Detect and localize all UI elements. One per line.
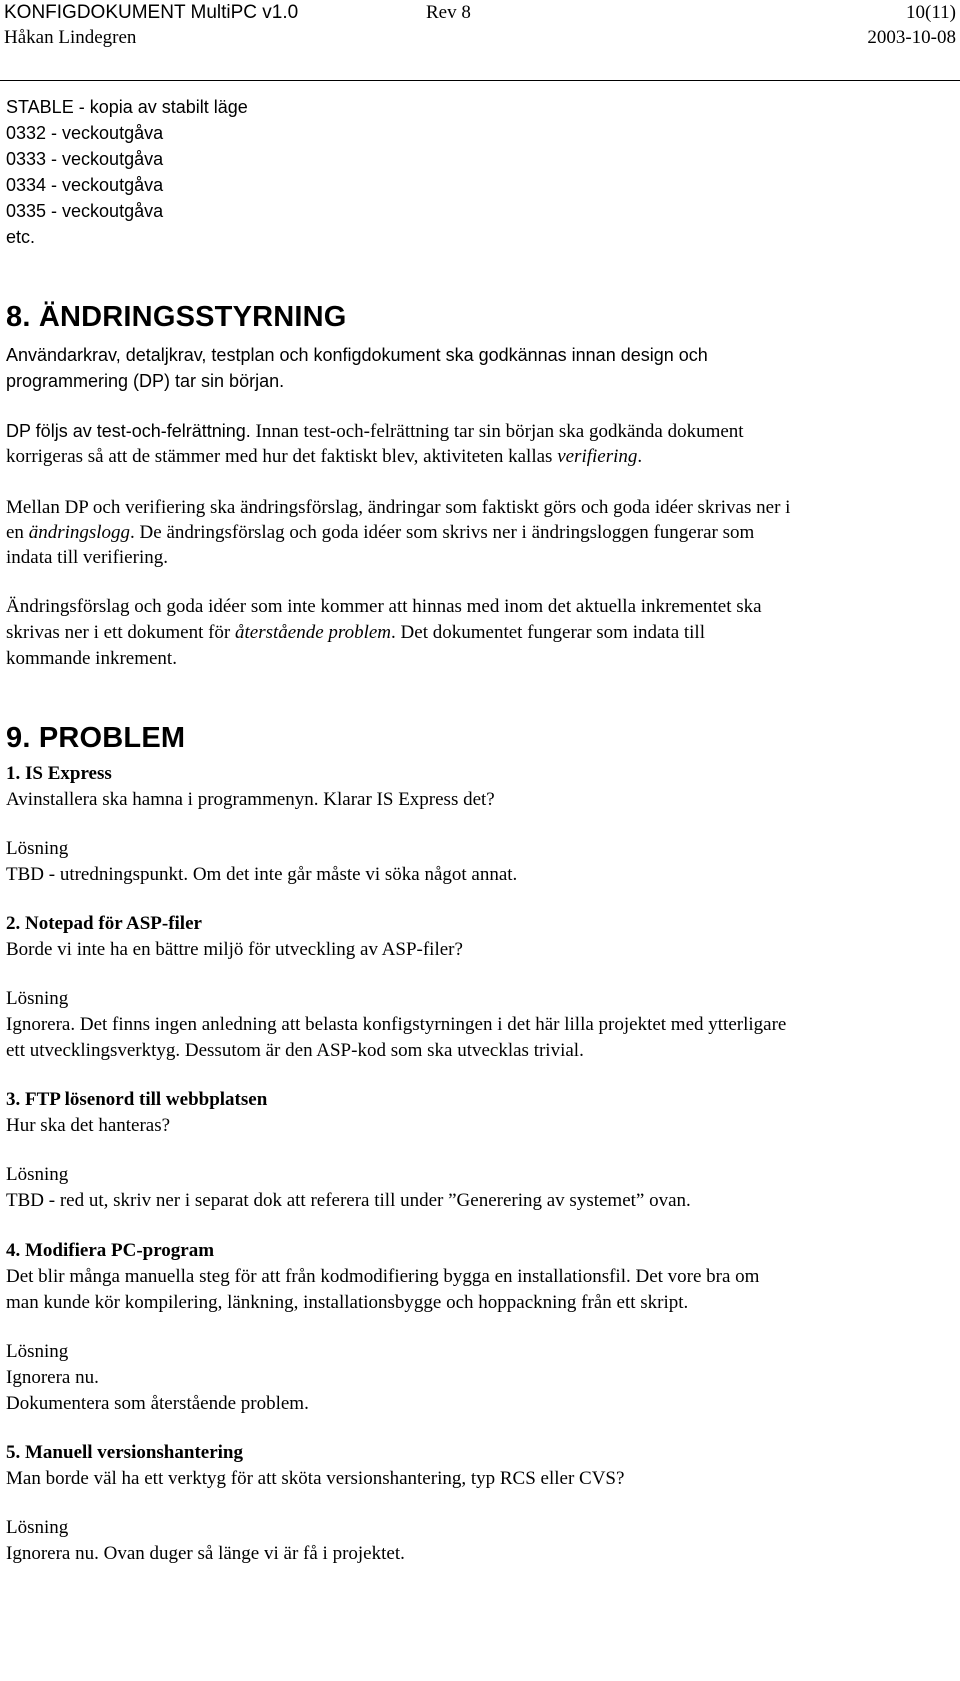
list-item: 0334 - veckoutgåva bbox=[6, 175, 164, 195]
problem-description: Hur ska det hanteras? bbox=[6, 1115, 171, 1136]
list-item: STABLE - kopia av stabilt läge bbox=[6, 97, 248, 117]
paragraph-4-start: skrivas ner i ett dokument för bbox=[6, 622, 236, 643]
problem-description: man kunde kör kompilering, länkning, installationsbygge och hoppackning från ett skript. bbox=[6, 1292, 689, 1313]
problem-title: 2. Notepad för ASP-filer bbox=[6, 913, 202, 934]
term-aterstaende-problem: återstående problem bbox=[235, 622, 392, 643]
section-8-paragraph-1-line-2: programmering (DP) tar sin början. bbox=[6, 371, 285, 391]
solution-text: ett utvecklingsverktyg. Dessutom är den ASP-kod som ska utvecklas trivial. bbox=[6, 1040, 584, 1061]
problem-description: Avinstallera ska hamna i programmenyn. Klarar IS Express det? bbox=[6, 789, 495, 810]
term-andringslogg: ändringslogg bbox=[28, 522, 131, 543]
paragraph-4-rest: . Det dokumentet fungerar som indata till bbox=[391, 622, 705, 643]
paragraph-2-text: korrigeras så att de stämmer med hur det faktiskt blev, aktiviteten kallas bbox=[6, 446, 558, 467]
header-rule bbox=[0, 80, 960, 81]
section-8-paragraph-4-line-3: kommande inkrement. bbox=[6, 648, 177, 669]
problem-title: 1. IS Express bbox=[6, 763, 112, 784]
section-8-paragraph-4-line-1: Ändringsförslag och goda idéer som inte kommer att hinnas med inom det aktuella inkrementet ska bbox=[6, 596, 762, 617]
list-item: 0335 - veckoutgåva bbox=[6, 201, 164, 221]
section-8-paragraph-3-line-1: Mellan DP och verifiering ska ändringsförslag, ändringar som faktiskt görs och goda idéer skrivas ner i bbox=[6, 497, 791, 518]
solution-label: Lösning bbox=[6, 988, 69, 1009]
paragraph-3-rest: . De ändringsförslag och goda idéer som skrivs ner i ändringsloggen fungerar som bbox=[130, 522, 755, 543]
section-8-paragraph-3-line-3: indata till verifiering. bbox=[6, 547, 168, 568]
header-date: 2003-10-08 bbox=[867, 27, 956, 48]
section-9-heading: 9. PROBLEM bbox=[6, 722, 186, 754]
paragraph-3-start: en bbox=[6, 522, 29, 543]
solution-text: Ignorera. Det finns ingen anledning att belasta konfigstyrningen i det här lilla projektet med ytterligare bbox=[6, 1014, 787, 1035]
term-verifiering: verifiering bbox=[557, 446, 638, 467]
header-author: Håkan Lindegren bbox=[4, 27, 137, 48]
solution-label: Lösning bbox=[6, 1164, 69, 1185]
solution-text: TBD - red ut, skriv ner i separat dok att referera till under ”Generering av systemet” ovan. bbox=[6, 1190, 691, 1211]
section-8-paragraph-4-line-2 bbox=[6, 622, 705, 644]
problem-title: 5. Manuell versionshantering bbox=[6, 1442, 243, 1463]
header-page: 10(11) bbox=[906, 2, 956, 23]
problem-title: 3. FTP lösenord till webbplatsen bbox=[6, 1089, 268, 1110]
problem-description: Man borde väl ha ett verktyg för att sköta versionshantering, typ RCS eller CVS? bbox=[6, 1468, 625, 1489]
problem-title: 4. Modifiera PC-program bbox=[6, 1240, 215, 1261]
paragraph-2-lead: DP följs av test-och-felrättning. bbox=[6, 421, 251, 441]
solution-text: Ignorera nu. Ovan duger så länge vi är få i projektet. bbox=[6, 1543, 405, 1564]
problem-description: Det blir många manuella steg för att från kodmodifiering bygga en installationsfil. Det vore bra om bbox=[6, 1266, 760, 1287]
section-8-paragraph-3-line-2 bbox=[6, 522, 754, 544]
list-item: etc. bbox=[6, 227, 36, 247]
header-rev: Rev 8 bbox=[426, 2, 471, 23]
section-8-paragraph-2-line-2 bbox=[6, 446, 642, 468]
list-item: 0332 - veckoutgåva bbox=[6, 123, 164, 143]
header-title: KONFIGDOKUMENT MultiPC v1.0 bbox=[4, 2, 299, 23]
solution-text: Ignorera nu. bbox=[6, 1367, 99, 1388]
section-8-paragraph-1-line-1: Användarkrav, detaljkrav, testplan och konfigdokument ska godkännas innan design och bbox=[6, 345, 708, 365]
paragraph-2-rest: Innan test-och-felrättning tar sin början ska godkända dokument bbox=[250, 421, 744, 442]
section-8-heading: 8. ÄNDRINGSSTYRNING bbox=[6, 301, 347, 333]
section-8-paragraph-2-line-1 bbox=[6, 421, 744, 443]
solution-label: Lösning bbox=[6, 838, 69, 859]
solution-text: TBD - utredningspunkt. Om det inte går måste vi söka något annat. bbox=[6, 864, 518, 885]
solution-label: Lösning bbox=[6, 1517, 69, 1538]
solution-text: Dokumentera som återstående problem. bbox=[6, 1393, 309, 1414]
list-item: 0333 - veckoutgåva bbox=[6, 149, 164, 169]
solution-label: Lösning bbox=[6, 1341, 69, 1362]
paragraph-2-end: . bbox=[637, 446, 643, 467]
problem-description: Borde vi inte ha en bättre miljö för utveckling av ASP-filer? bbox=[6, 939, 463, 960]
